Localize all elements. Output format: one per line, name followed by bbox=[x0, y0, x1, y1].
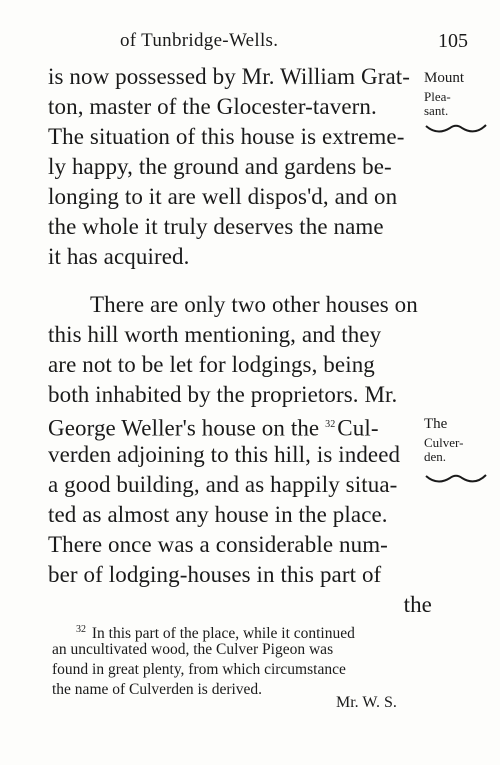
margin-note-line: Plea- bbox=[424, 89, 451, 104]
text-line: it has acquired. bbox=[48, 244, 190, 269]
text-line: the whole it truly deserves the name bbox=[48, 214, 384, 239]
text-line: There are only two other houses on bbox=[90, 292, 418, 317]
margin-note-line: sant. bbox=[424, 103, 449, 118]
swash-ornament-icon bbox=[424, 122, 488, 134]
text-line: ton, master of the Glocester-tavern. bbox=[48, 94, 377, 119]
footnote-marker: 32 bbox=[76, 624, 86, 635]
text-line: The situation of this house is extreme- bbox=[48, 124, 405, 149]
text-line: longing to it are well dispos'd, and on bbox=[48, 184, 398, 209]
text-fragment: Cul- bbox=[337, 415, 379, 441]
catchword: the bbox=[403, 592, 432, 617]
swash-ornament-icon bbox=[424, 472, 488, 484]
text-line: verden adjoining to this hill, is indeed bbox=[48, 442, 401, 467]
footnote-line: found in great plenty, from which circumstance bbox=[52, 661, 346, 678]
text-fragment: George Weller's house on the bbox=[48, 415, 320, 441]
text-line: a good building, and as happily situa- bbox=[48, 472, 398, 497]
text-line bbox=[48, 410, 379, 444]
text-line: this hill worth mentioning, and they bbox=[48, 322, 382, 347]
footnote-reference: 32 bbox=[325, 419, 336, 430]
text-line: ted as almost any house in the place. bbox=[48, 502, 388, 527]
footnote-signature: Mr. W. S. bbox=[336, 694, 397, 711]
margin-note-line: den. bbox=[424, 449, 447, 464]
margin-note-line: The bbox=[424, 416, 448, 432]
text-line: ber of lodging-houses in this part of bbox=[48, 562, 382, 587]
running-head: of Tunbridge-Wells. bbox=[120, 30, 279, 51]
text-line: both inhabited by the proprietors. Mr. bbox=[48, 382, 398, 407]
text-line: ly happy, the ground and gardens be- bbox=[48, 154, 392, 179]
margin-note-line: Mount bbox=[424, 70, 465, 86]
footnote-line: an uncultivated wood, the Culver Pigeon was bbox=[52, 641, 334, 658]
page-number: 105 bbox=[438, 30, 468, 52]
margin-note-line: Culver- bbox=[424, 435, 464, 450]
footnote-line: the name of Culverden is derived. bbox=[52, 681, 263, 698]
text-line: is now possessed by Mr. William Grat- bbox=[48, 64, 411, 89]
text-line: There once was a considerable num- bbox=[48, 532, 388, 557]
text-fragment: In this part of the place, while it continued bbox=[91, 625, 355, 643]
text-line: are not to be let for lodgings, being bbox=[48, 352, 375, 377]
